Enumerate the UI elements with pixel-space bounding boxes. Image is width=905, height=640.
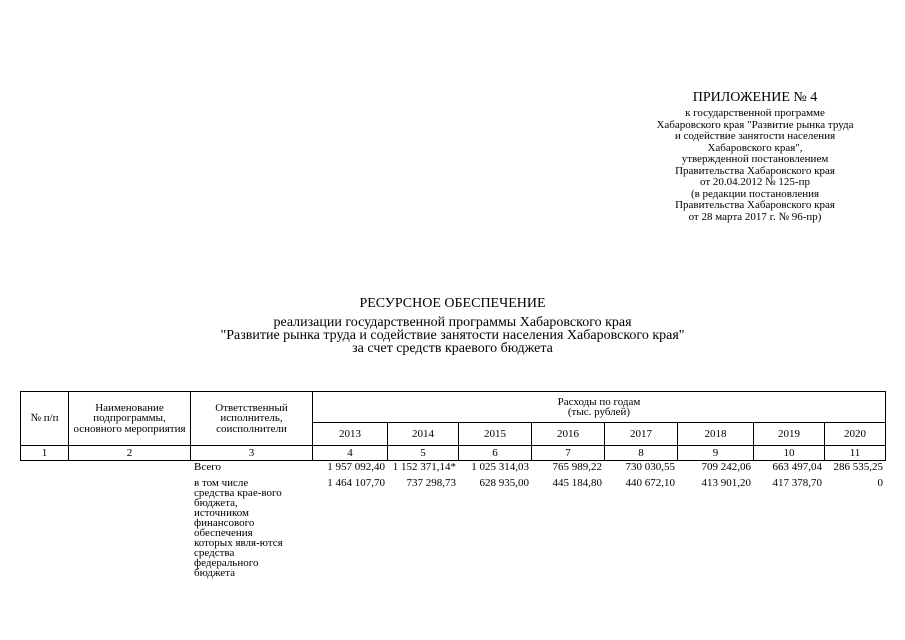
header-col-exec: Ответственный исполнитель, соисполнители	[191, 392, 313, 446]
table-cell: 737 298,73	[406, 477, 456, 489]
table-cell: 1 152 371,14*	[392, 461, 456, 473]
table-cell: 440 672,10	[625, 477, 675, 489]
appendix-line: (в редакции постановления	[690, 187, 820, 200]
appendix-line: Хабаровского края "Развитие рынка труда	[656, 118, 854, 131]
table-cell: 1 025 314,03	[471, 461, 529, 473]
appendix-line: Хабаровского края",	[707, 141, 803, 154]
column-number: 11	[825, 446, 886, 461]
table-row	[20, 478, 885, 578]
appendix-line: от 28 марта 2017 г. № 96-пр)	[688, 210, 822, 223]
appendix-line: к государственной программе	[685, 107, 825, 119]
column-number: 4	[313, 446, 388, 461]
column-number: 3	[191, 446, 313, 461]
resource-table-body	[20, 462, 885, 578]
table-cell: 765 989,22	[552, 461, 602, 473]
column-number: 8	[605, 446, 678, 461]
row-label: в том числе средства крае-вого бюджета, источником финансового обеспечения которых явля-ются средства федерального бюджета	[194, 477, 283, 579]
table-cell: 1 957 092,40	[327, 461, 385, 473]
header-col-name: Наименование подпрограммы, основного мероприятия	[69, 392, 191, 446]
table-cell: 413 901,20	[701, 477, 751, 489]
column-number: 5	[388, 446, 459, 461]
header-year: 2018	[678, 423, 754, 446]
header-year: 2015	[459, 423, 532, 446]
column-number: 2	[69, 446, 191, 461]
header-col-no: № п/п	[21, 392, 69, 446]
resource-table-header	[20, 391, 886, 461]
table-cell: 286 535,25	[833, 461, 883, 473]
header-year: 2020	[825, 423, 886, 446]
row-label: Всего	[194, 461, 221, 473]
table-cell: 628 935,00	[479, 477, 529, 489]
table-cell: 417 378,70	[772, 477, 822, 489]
header-expenses	[313, 392, 886, 423]
header-expenses-unit: (тыс. рублей)	[567, 406, 631, 418]
table-cell: 709 242,06	[701, 461, 751, 473]
appendix-line: от 20.04.2012 № 125-пр	[700, 176, 810, 188]
column-number: 10	[754, 446, 825, 461]
appendix-line: утвержденной постановлением	[681, 153, 829, 165]
header-year: 2017	[605, 423, 678, 446]
table-cell: 663 497,04	[772, 461, 822, 473]
header-expenses-title: Расходы по годам	[557, 395, 641, 408]
document-title: РЕСУРСНОЕ ОБЕСПЕЧЕНИЕ	[359, 296, 546, 311]
appendix-line: Правительства Хабаровского края	[675, 164, 835, 177]
header-year: 2013	[313, 423, 388, 446]
appendix-title: ПРИЛОЖЕНИЕ № 4	[692, 90, 818, 105]
subtitle-line: за счет средств краевого бюджета	[352, 341, 553, 356]
table-cell: 445 184,80	[552, 477, 602, 489]
appendix-line: Правительства Хабаровского края	[675, 199, 835, 211]
table-row	[20, 462, 885, 472]
subtitle-line: "Развитие рынка труда и содействие занятости населения Хабаровского края"	[220, 328, 685, 343]
column-number: 9	[678, 446, 754, 461]
header-year: 2019	[754, 423, 825, 446]
column-number: 6	[459, 446, 532, 461]
column-number: 1	[21, 446, 69, 461]
table-cell: 0	[877, 477, 883, 489]
document-subtitle	[0, 316, 905, 355]
appendix-block	[620, 90, 890, 223]
subtitle-line: реализации государственной программы Хабаровского края	[273, 315, 632, 330]
table-cell: 1 464 107,70	[327, 477, 385, 489]
table-cell: 730 030,55	[625, 461, 675, 473]
header-year: 2016	[532, 423, 605, 446]
header-year: 2014	[388, 423, 459, 446]
appendix-line: и содействие занятости населения	[674, 130, 836, 142]
column-number: 7	[532, 446, 605, 461]
